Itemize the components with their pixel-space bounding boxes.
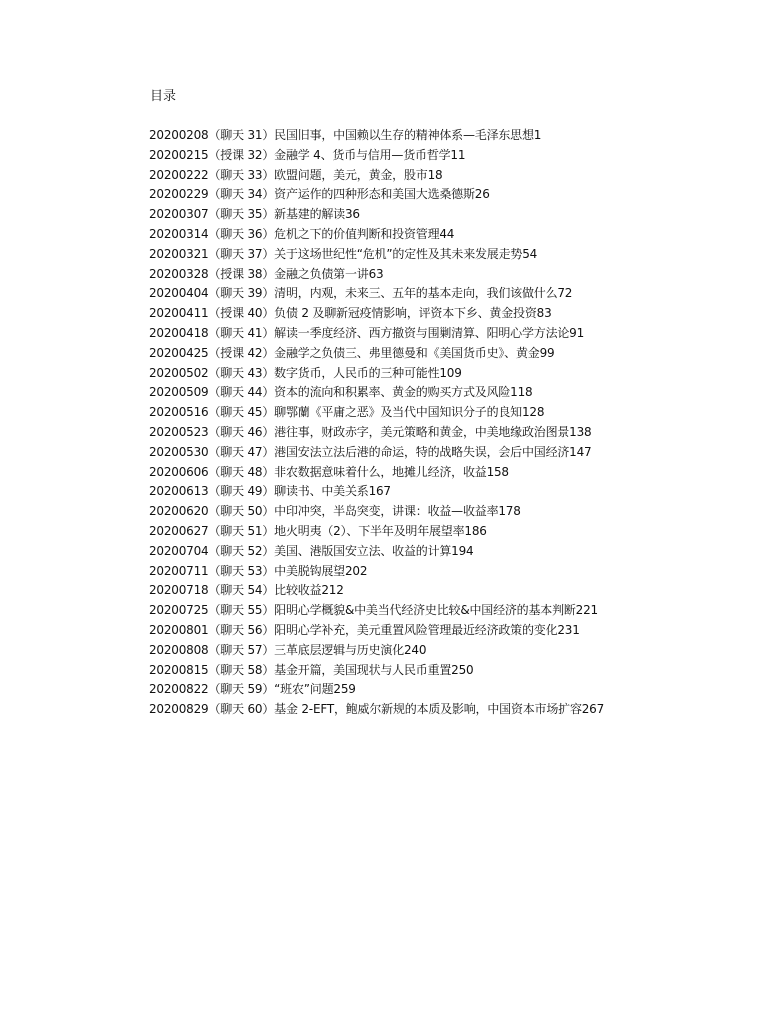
- toc-entry-text: 20200314（聊天 36）危机之下的价值判断和投资管理44: [149, 226, 455, 241]
- toc-entry: [149, 423, 749, 443]
- toc-entry-text: 20200502（聊天 43）数字货币，人民币的三种可能性109: [149, 365, 462, 380]
- toc-entry: [149, 700, 749, 720]
- toc-entry: [149, 581, 749, 601]
- toc-entry-text: 20200222（聊天 33）欧盟问题，美元，黄金，股市18: [149, 167, 443, 182]
- toc-entry: [149, 522, 749, 542]
- toc-entry-text: 20200801（聊天 56）阳明心学补充，美元重置风险管理最近经济政策的变化231: [149, 622, 580, 637]
- toc-entry-text: 20200328（授课 38）金融之负债第一讲63: [149, 266, 384, 281]
- toc-entry: [149, 463, 749, 483]
- toc-entry-text: 20200530（聊天 47）港国安法立法后港的命运，特的战略失误，会后中国经济147: [149, 444, 592, 459]
- toc-entry-text: 20200725（聊天 55）阳明心学概貌&中美当代经济史比较&中国经济的基本判断221: [149, 603, 598, 618]
- toc-entry: [149, 265, 749, 285]
- toc-entry-text: 20200321（聊天 37）关于这场世纪性“危机”的定性及其未来发展走势54: [149, 246, 538, 261]
- toc-entry: [149, 284, 749, 304]
- toc-entry: [149, 601, 749, 621]
- toc-entry: [149, 443, 749, 463]
- toc-entry: [149, 166, 749, 186]
- toc-title: 目录: [150, 89, 177, 104]
- toc-entry-text: 20200620（聊天 50）中印冲突，半岛突变，讲课：收益—收益率178: [149, 504, 521, 519]
- toc-entry: [149, 502, 749, 522]
- toc-entry-text: 20200307（聊天 35）新基建的解读36: [149, 207, 360, 222]
- toc-entry-text: 20200523（聊天 46）港往事，财政赤字，美元策略和黄金，中美地缘政治图景138: [149, 424, 592, 439]
- toc-entry: [149, 621, 749, 641]
- toc-entry-text: 20200815（聊天 58）基金开篇，美国现状与人民币重置250: [149, 662, 474, 677]
- toc-entry-text: 20200425（授课 42）金融学之负债三、弗里德曼和《美国货币史》、黄金99: [149, 345, 555, 360]
- toc-entry-text: 20200215（授课 32）金融学 4、货币与信用—货币哲学11: [149, 147, 466, 162]
- toc-entry-text: 20200627（聊天 51）地火明夷（2）、下半年及明年展望率186: [149, 523, 487, 538]
- toc-entry-text: 20200411（授课 40）负债 2 及聊新冠疫情影响，评资本下乡、黄金投资83: [149, 306, 552, 321]
- toc-entry-text: 20200822（聊天 59）“班农”问题259: [149, 682, 356, 697]
- toc-entry: [149, 482, 749, 502]
- toc-entry: [149, 126, 749, 146]
- toc-list: [149, 126, 749, 720]
- toc-entry-text: 20200606（聊天 48）非农数据意味着什么，地摊儿经济，收益158: [149, 464, 509, 479]
- toc-entry: [149, 661, 749, 681]
- toc-entry: [149, 205, 749, 225]
- toc-entry-text: 20200509（聊天 44）资本的流向和积累率、黄金的购买方式及风险118: [149, 385, 533, 400]
- toc-entry-text: 20200229（聊天 34）资产运作的四种形态和美国大选桑德斯26: [149, 187, 490, 202]
- toc-entry: [149, 245, 749, 265]
- toc-entry-text: 20200404（聊天 39）清明，内观，未来三、五年的基本走向，我们该做什么72: [149, 286, 573, 301]
- toc-entry: [149, 680, 749, 700]
- toc-entry-text: 20200829（聊天 60）基金 2-EFT，鲍威尔新规的本质及影响，中国资本市场扩容267: [149, 702, 605, 717]
- toc-entry-text: 20200711（聊天 53）中美脱钩展望202: [149, 563, 368, 578]
- toc-entry-text: 20200208（聊天 31）民国旧事，中国赖以生存的精神体系—毛泽东思想1: [149, 128, 542, 142]
- toc-entry: [149, 364, 749, 384]
- toc-entry: [149, 304, 749, 324]
- toc-entry: [149, 185, 749, 205]
- toc-entry-text: 20200418（聊天 41）解读一季度经济、西方撤资与围剿清算、阳明心学方法论91: [149, 325, 585, 340]
- toc-entry-text: 20200808（聊天 57）三革底层逻辑与历史演化240: [149, 642, 427, 657]
- toc-entry: [149, 146, 749, 166]
- toc-entry-text: 20200718（聊天 54）比较收益212: [149, 583, 344, 598]
- toc-entry: [149, 344, 749, 364]
- toc-entry: [149, 383, 749, 403]
- toc-entry-text: 20200704（聊天 52）美国、港版国安立法、收益的计算194: [149, 543, 474, 558]
- toc-entry-text: 20200516（聊天 45）聊鄂蘭《平庸之恶》及当代中国知识分子的良知128: [149, 405, 545, 420]
- toc-entry: [149, 542, 749, 562]
- toc-entry: [149, 324, 749, 344]
- toc-entry: [149, 403, 749, 423]
- toc-entry: [149, 562, 749, 582]
- toc-entry-text: 20200613（聊天 49）聊读书、中美关系167: [149, 484, 391, 499]
- toc-entry: [149, 225, 749, 245]
- toc-entry: [149, 641, 749, 661]
